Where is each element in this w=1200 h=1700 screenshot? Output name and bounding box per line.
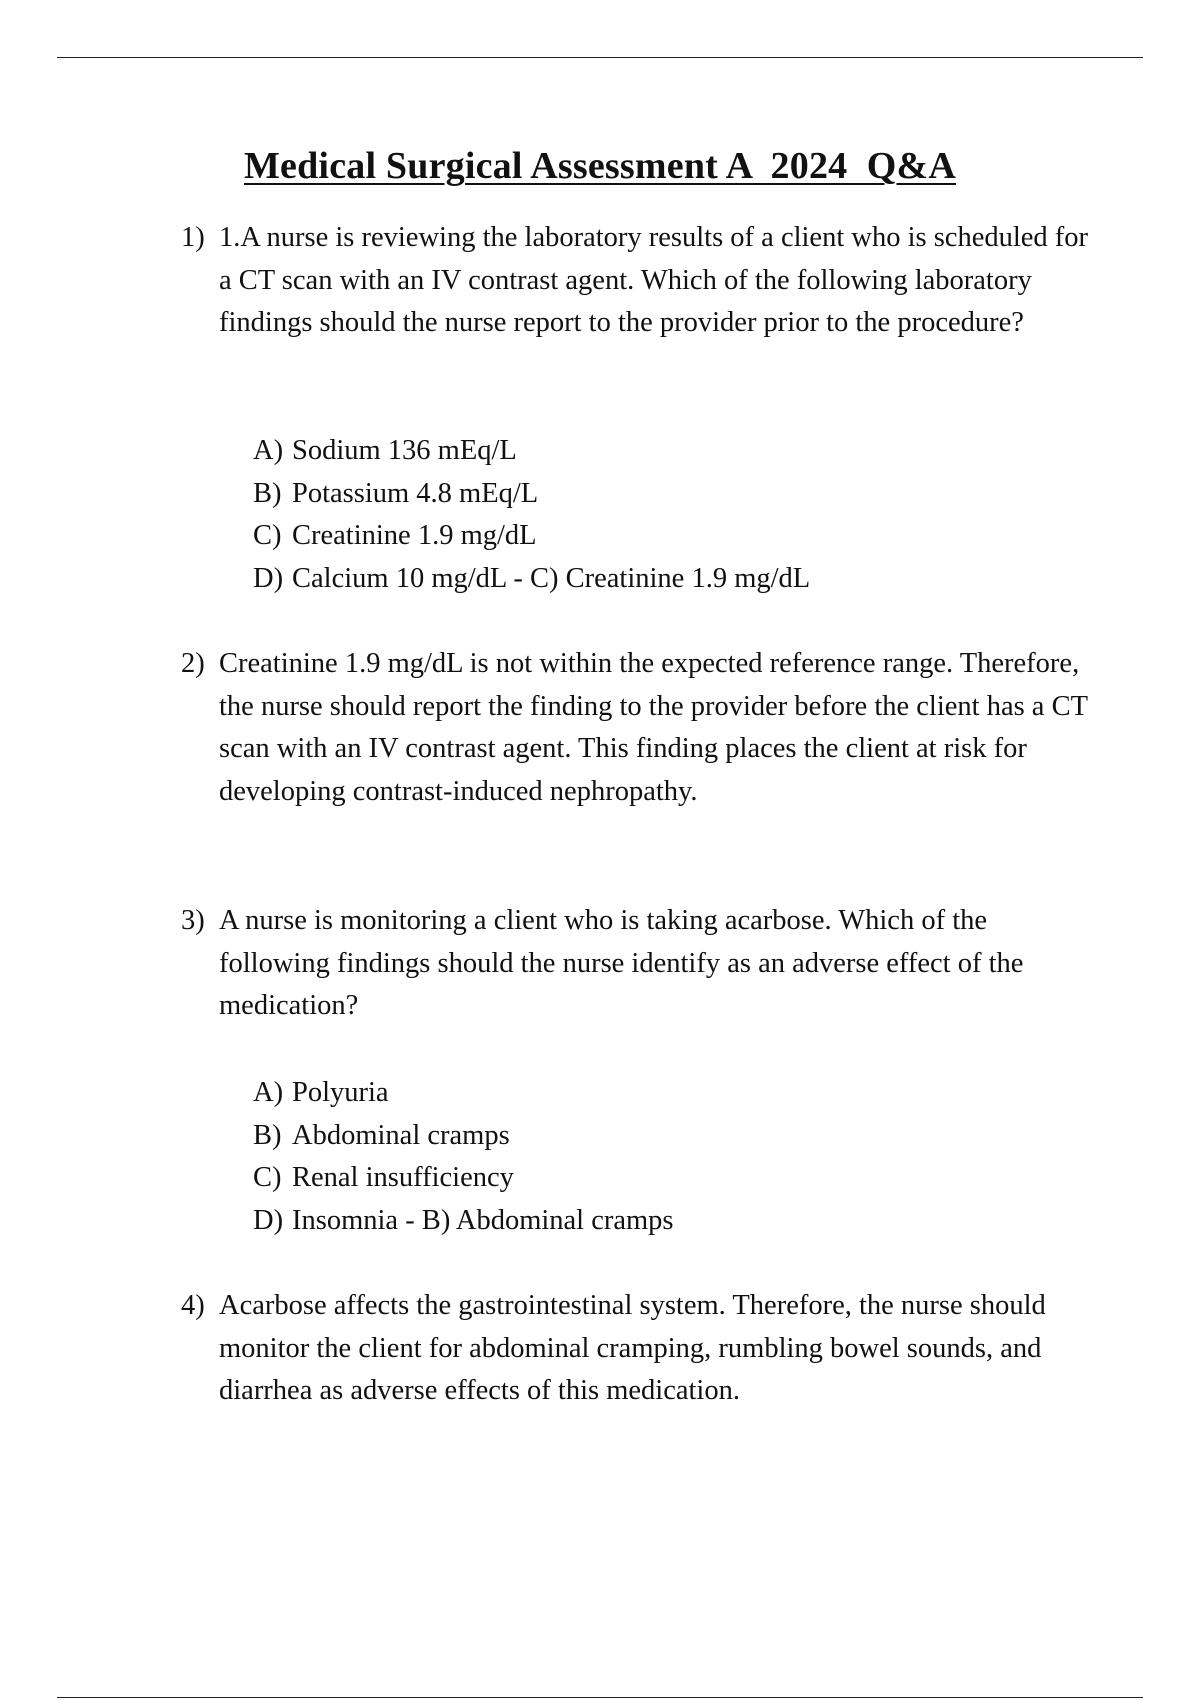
option-letter: B): [253, 1119, 282, 1151]
option-b: [253, 1115, 1133, 1158]
option-letter: D): [253, 562, 284, 594]
option-text: Insomnia - B) Abdominal cramps: [292, 1204, 674, 1236]
option-letter: C): [253, 520, 282, 551]
answer-options-1: [253, 430, 1133, 600]
option-letter: C): [253, 1162, 282, 1193]
answer-options-2: [253, 1072, 1133, 1242]
option-c: [253, 1157, 1133, 1200]
option-text: Renal insufficiency: [292, 1162, 514, 1193]
item-number: 1): [181, 222, 205, 253]
option-letter: B): [253, 477, 282, 509]
rationale-text: Creatinine 1.9 mg/dL is not within the expected reference range. Therefore, the nurse should report the finding to the provider before the client has a CT scan with an IV contrast agent. This finding places the client at risk for developing contrast-induced nephropathy.: [219, 648, 1088, 807]
option-letter: D): [253, 1204, 284, 1236]
question-text: 1.A nurse is reviewing the laboratory results of a client who is scheduled for a CT scan with an IV contrast agent. Which of the following laboratory findings should the nurse report to the provider prior to the procedure?: [219, 222, 1089, 338]
option-letter: A): [253, 435, 284, 466]
rationale-text: Acarbose affects the gastrointestinal system. Therefore, the nurse should monitor the client for abdominal cramping, rumbling bowel sounds, and diarrhea as adverse effects of this medication.: [219, 1290, 1046, 1406]
option-a: [253, 1072, 1133, 1115]
item-number: 2): [181, 648, 205, 679]
option-b: [253, 473, 1133, 516]
option-c: [253, 515, 1133, 558]
question-2: [181, 900, 1101, 1028]
option-text: Calcium 10 mg/dL - C) Creatinine 1.9 mg/dL: [292, 562, 811, 594]
answer-rationale-1: [181, 643, 1101, 813]
footer-rule: [57, 1697, 1143, 1698]
item-number: 4): [181, 1290, 205, 1321]
item-number: 3): [181, 905, 205, 936]
option-a: [253, 430, 1133, 473]
document-title: Medical Surgical Assessment A 2024 Q&A: [243, 145, 957, 187]
option-text: Sodium 136 mEq/L: [292, 435, 517, 466]
question-1: [181, 217, 1101, 345]
option-text: Polyuria: [292, 1077, 389, 1108]
option-text: Potassium 4.8 mEq/L: [292, 477, 539, 509]
question-text: A nurse is monitoring a client who is taking acarbose. Which of the following findings should the nurse identify as an adverse effect of the medication?: [219, 905, 1024, 1021]
option-text: Creatinine 1.9 mg/dL: [292, 520, 537, 551]
option-d: [253, 558, 1133, 601]
option-letter: A): [253, 1077, 284, 1108]
option-d: [253, 1200, 1133, 1243]
answer-rationale-2: [181, 1285, 1101, 1413]
option-text: Abdominal cramps: [292, 1119, 510, 1151]
header-rule: [57, 57, 1143, 58]
